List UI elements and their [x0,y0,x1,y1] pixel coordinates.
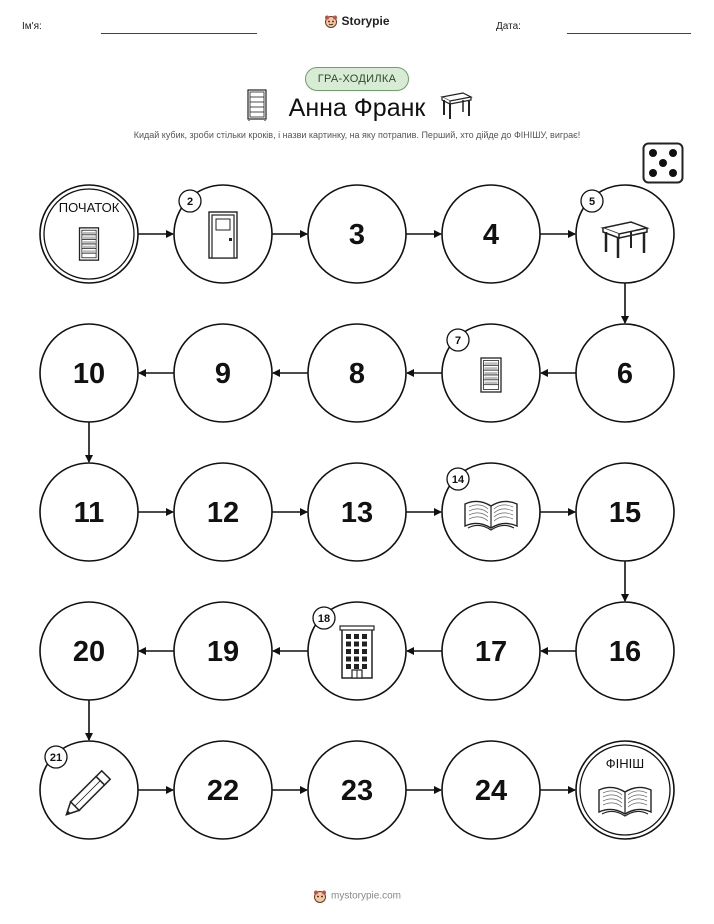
open-book-icon [599,787,651,816]
board-cell-7 [442,324,540,422]
cell-number: 14 [451,474,465,486]
cell-number: 11 [73,497,105,529]
cell-number: 17 [474,636,508,668]
board-cell-4 [442,185,540,283]
building-icon [340,626,374,678]
cell-number: 16 [608,636,642,668]
cell-number: 19 [206,636,240,668]
game-type-badge: ГРА-ХОДИЛКА [305,67,409,91]
board-cell-19 [174,602,272,700]
cell-number: 2 [186,196,194,208]
cell-number: 20 [72,636,106,668]
start-label: ПОЧАТОК [58,200,120,215]
cell-number: 7 [454,335,462,347]
board-cell-25 [576,741,674,839]
cell-number: 23 [340,775,374,807]
instructions: Кидай кубик, зроби стільки кроків, і назви картинку, на яку потрапив. Перший, хто дійде до ФІНІШУ, виграє! [133,130,581,140]
board-cell-5 [576,185,674,283]
board-cell-2 [174,185,272,283]
board-cell-3 [308,185,406,283]
board-cell-15 [576,463,674,561]
board-cell-21 [40,741,138,839]
bookcase-icon [80,228,99,260]
board-cell-12 [174,463,272,561]
bookcase-icon [481,358,501,392]
cell-number: 13 [340,497,374,529]
board-cell-6 [576,324,674,422]
name-label: Ім'я: [22,21,42,32]
board-cell-20 [40,602,138,700]
cell-number: 8 [348,358,366,390]
cell-number: 9 [214,358,232,390]
door-icon [209,212,237,258]
board-cell-22 [174,741,272,839]
board-cell-13 [308,463,406,561]
board-cell-23 [308,741,406,839]
board-cell-9 [174,324,272,422]
footer-url: mystorypie.com [330,890,401,902]
cell-number: 3 [348,219,366,251]
cell-number: 18 [317,613,331,625]
page-title: Анна Франк [288,94,426,122]
storypie-logo-icon [313,889,327,903]
date-label: Дата: [496,21,521,32]
finish-label: ФІНІШ [605,756,645,771]
cell-number: 5 [588,196,596,208]
board-cell-10 [40,324,138,422]
board-cell-18 [308,602,406,700]
board-cell-1 [40,185,138,283]
cell-number: 10 [72,358,106,390]
board-cell-8 [308,324,406,422]
board-cell-24 [442,741,540,839]
brand-name: Storypie [341,13,390,28]
cell-number: 4 [482,219,500,251]
board-cell-16 [576,602,674,700]
board-cell-11 [40,463,138,561]
open-book-icon [465,501,517,530]
cell-number: 22 [206,775,240,807]
board-cell-17 [442,602,540,700]
cell-number: 6 [616,358,634,390]
footer [0,889,714,903]
cell-number: 15 [608,497,642,529]
cell-number: 12 [206,497,240,529]
board-cell-14 [442,463,540,561]
cell-number: 24 [474,775,508,807]
cell-number: 21 [49,752,63,764]
